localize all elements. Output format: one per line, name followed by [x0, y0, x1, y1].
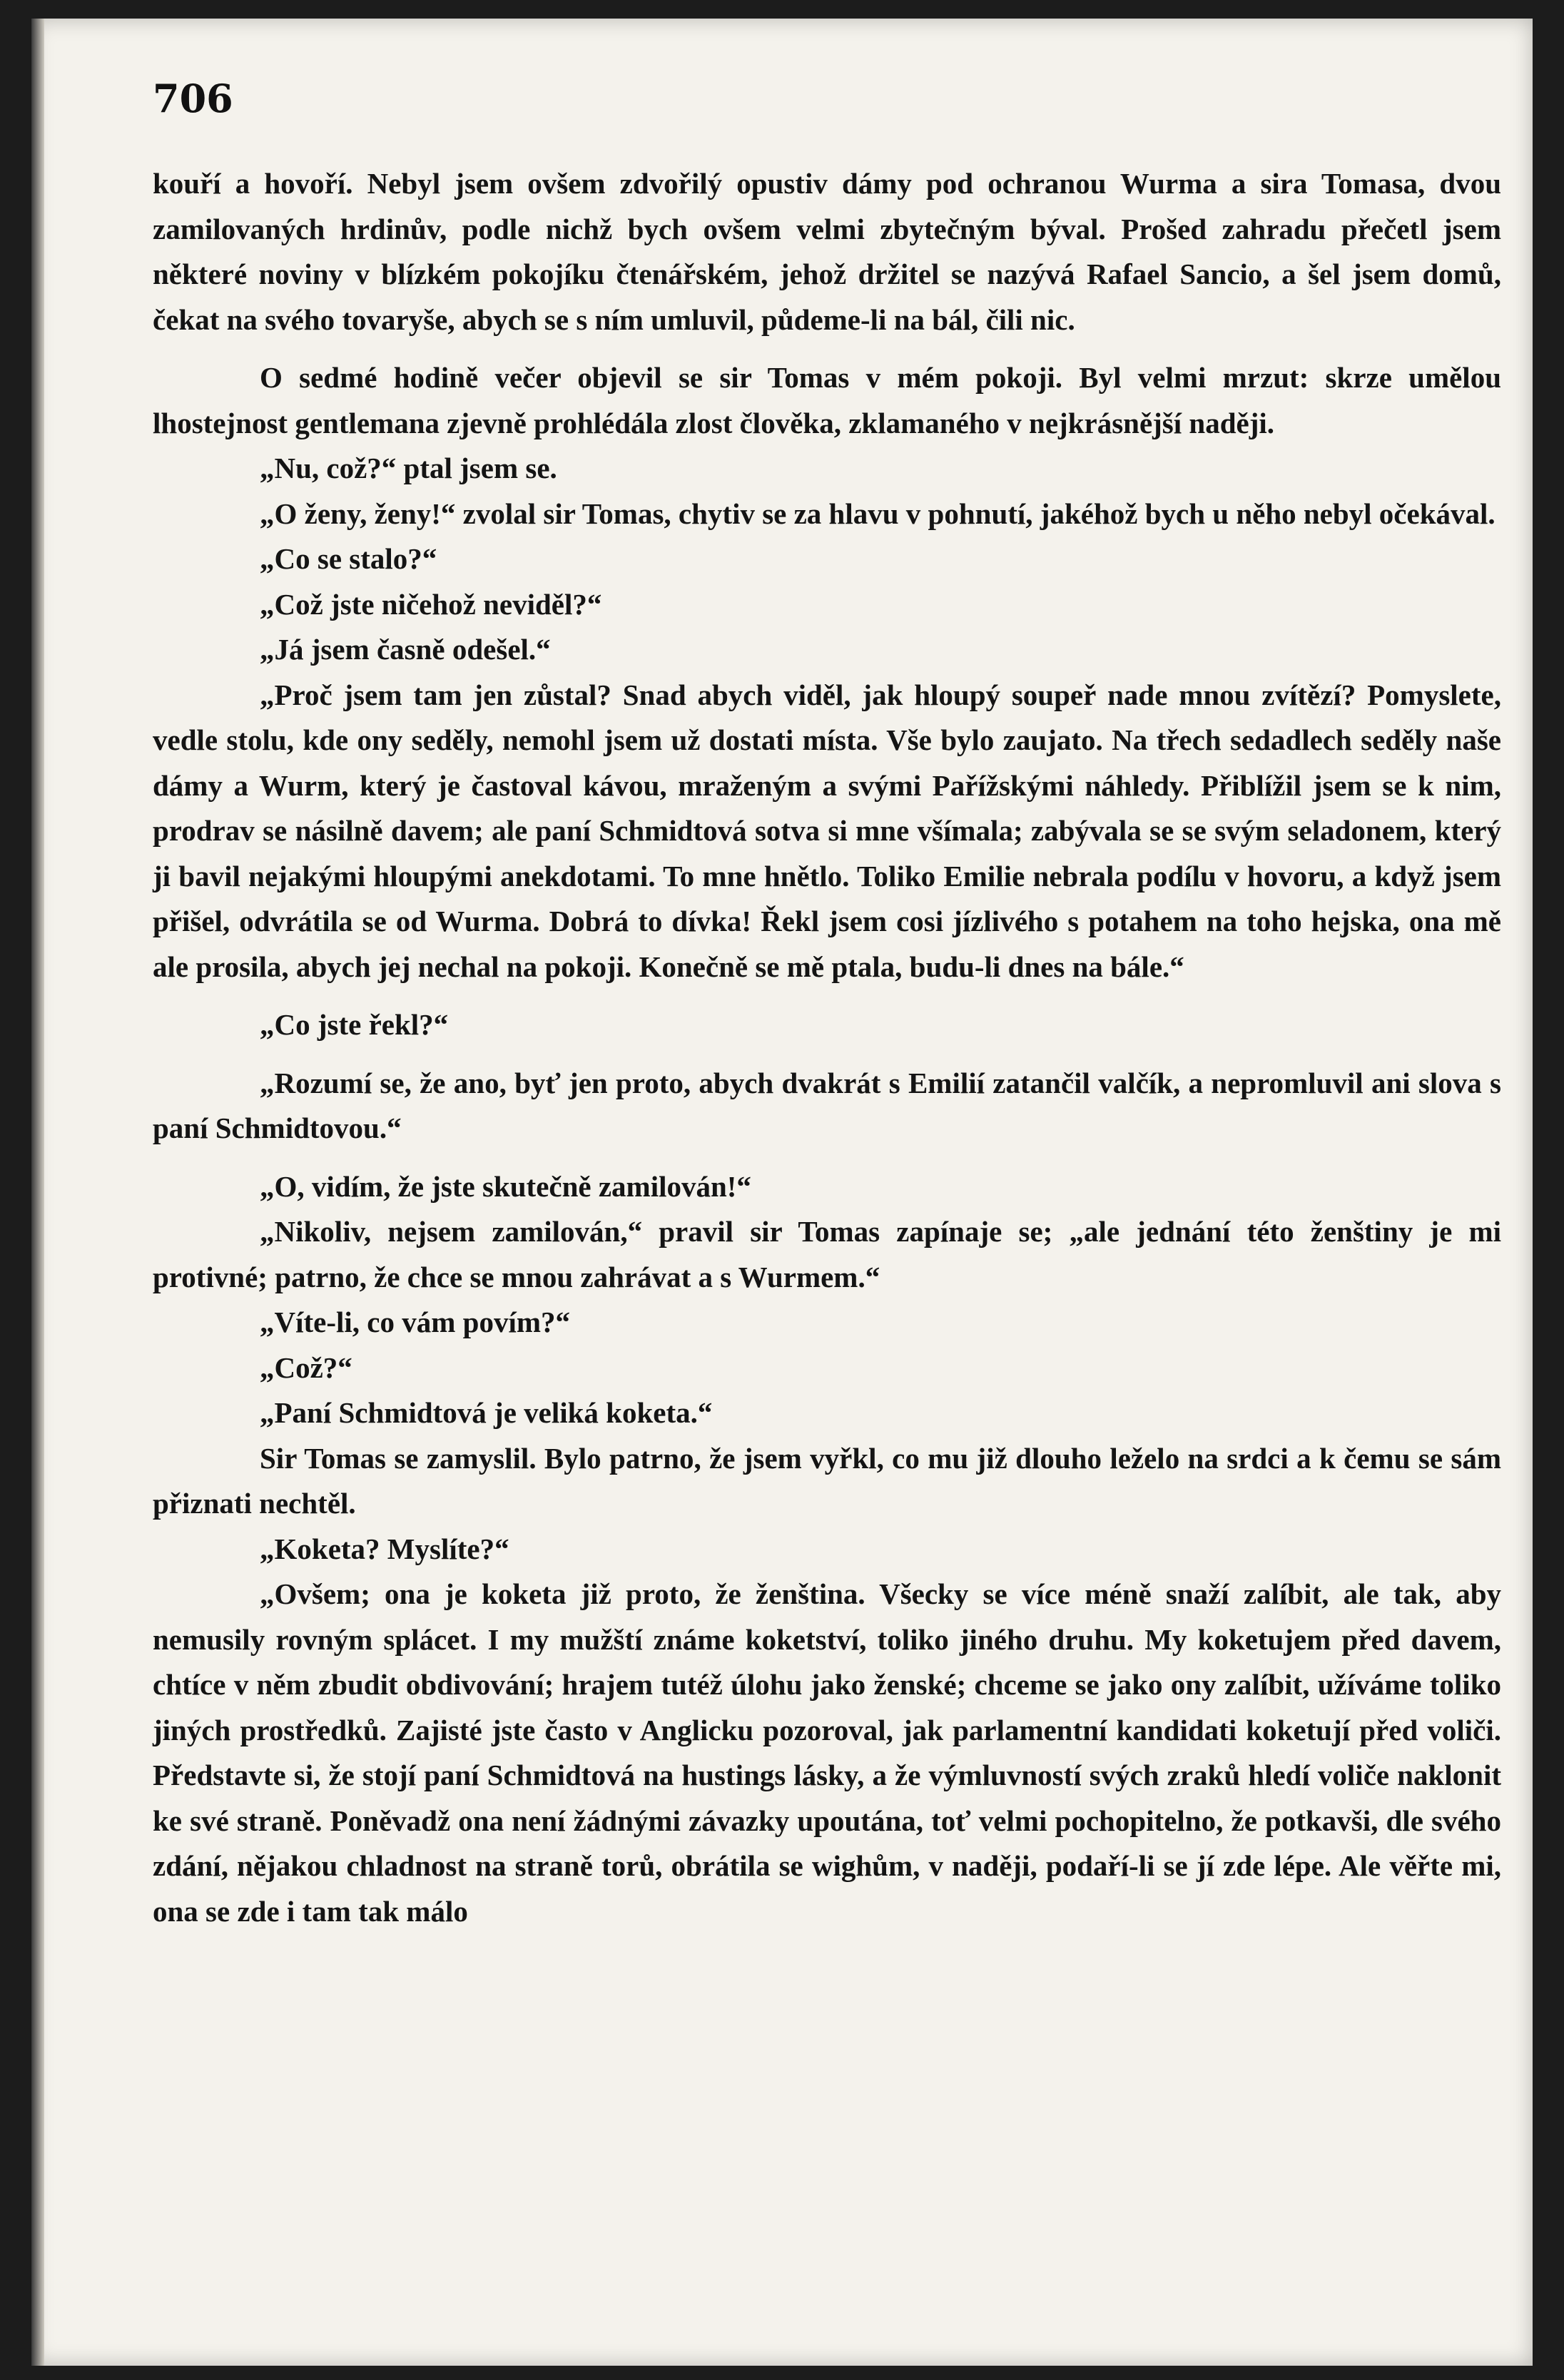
paragraph: „Nikoliv, nejsem zamilován,“ pravil sir Tomas zapínaje se; „ale jednání této ženštiny je mi protivné; patrno, že chce se mnou zahrávat a s Wurmem.“ [153, 1215, 1501, 1293]
page-number: 706 [153, 76, 233, 121]
paragraph: „Koketa? Myslíte?“ [260, 1532, 509, 1565]
paragraph: „Nu, což?“ ptal jsem se. [260, 452, 557, 484]
paragraph: „Což jste ničehož neviděl?“ [260, 587, 602, 621]
paragraph: „Víte-li, co vám povím?“ [260, 1306, 570, 1338]
paragraph: „Ovšem; ona je koketa již proto, že ženština. Všecky se více méně snaží zalíbit, ale tak, aby nemusily rovným splácet. I my mužští známe koketství, toliko jiného druhu. My koketujem před davem, chtíce v něm zbudit obdivování; hrajem tutéž úlohu jako ženské; chceme se jako ony zalíbit, užíváme toliko jiných prostředků. Zajisté jste často v Anglicku pozoroval, jak parlamentní kandidati koketují před voliči. Představte si, že stojí paní Schmidtová na hustings lásky, a že výmluvností svých zraků hledí voliče naklonit ke své straně. Poněvadž ona není žádnými závazky upoutána, toť velmi pochopitelno, že potkavši, dle svého zdání, nějakou chladnost na straně torů, obrátila se wighům, v naději, podaří-li se jí zde lépe. Ale věřte mi, ona se zde i tam tak málo [153, 1577, 1501, 1928]
paragraph: „Co se stalo?“ [260, 542, 437, 575]
paragraph: „Což?“ [260, 1351, 352, 1384]
page-body-text [153, 161, 1501, 1934]
paragraph: kouří a hovoří. Nebyl jsem ovšem zdvořilý opustiv dámy pod ochranou Wurma a sira Tomasa, dvou zamilovaných hrdinův, podle nichž bych ovšem velmi zbytečným býval. Prošed zahradu přečetl jsem některé noviny v blízkém pokojíku čtenářském, jehož držitel se nazývá Rafael Sancio, a šel jsem domů, čekat na svého tovaryše, abych se s ním umluvil, půdeme-li na bál, čili nic. [153, 167, 1501, 336]
paragraph: O sedmé hodině večer objevil se sir Tomas v mém pokoji. Byl velmi mrzut: skrze umělou lhostejnost gentlemana zjevně prohlédála zlost člověka, zklamaného v nejkrásnější naději. [153, 361, 1501, 439]
paragraph: „Já jsem časně odešel.“ [260, 633, 551, 666]
paragraph: Sir Tomas se zamyslil. Bylo patrno, že jsem vyřkl, co mu již dlouho leželo na srdci a k čemu se sám přiznati nechtěl. [153, 1441, 1501, 1520]
paragraph: „O, vidím, že jste skutečně zamilován!“ [260, 1169, 751, 1203]
paragraph: „O ženy, ženy!“ zvolal sir Tomas, chytiv se za hlavu v pohnutí, jakéhož bych u něho nebyl očekával. [260, 497, 1496, 530]
paragraph: „Proč jsem tam jen zůstal? Snad abych viděl, jak hloupý soupeř nade mnou zvítězí? Pomyslete, vedle stolu, kde ony seděly, nemohl jsem už dostati místa. Vše bylo zaujato. Na třech sedadlech seděly naše dámy a Wurm, který je častoval kávou, mraženým a svými Pařížskými náhledy. Přiblížil jsem se k nim, prodrav se násilně davem; ale paní Schmidtová sotva si mne všímala; zabývala se se svým seladonem, který ji bavil nejakými hloupými anekdotami. To mne hnětlo. Toliko Emilie nebrala podílu v hovoru, a když jsem přišel, odvrátila se od Wurma. Dobrá to dívka! Řekl jsem cosi jízlivého s potahem na toho hejska, ona mě ale prosila, abych jej nechal na pokoji. Konečně se mě ptala, budu-li dnes na bále.“ [153, 678, 1501, 983]
paragraph: „Paní Schmidtová je veliká koketa.“ [260, 1396, 713, 1429]
book-page [31, 19, 1533, 2366]
page-edge-shadow [31, 19, 44, 2366]
paragraph: „Co jste řekl?“ [260, 1008, 449, 1041]
paragraph: „Rozumí se, že ano, byť jen proto, abych dvakrát s Emilií zatančil valčík, a nepromluvil ani slova s paní Schmidtovou.“ [153, 1066, 1501, 1144]
